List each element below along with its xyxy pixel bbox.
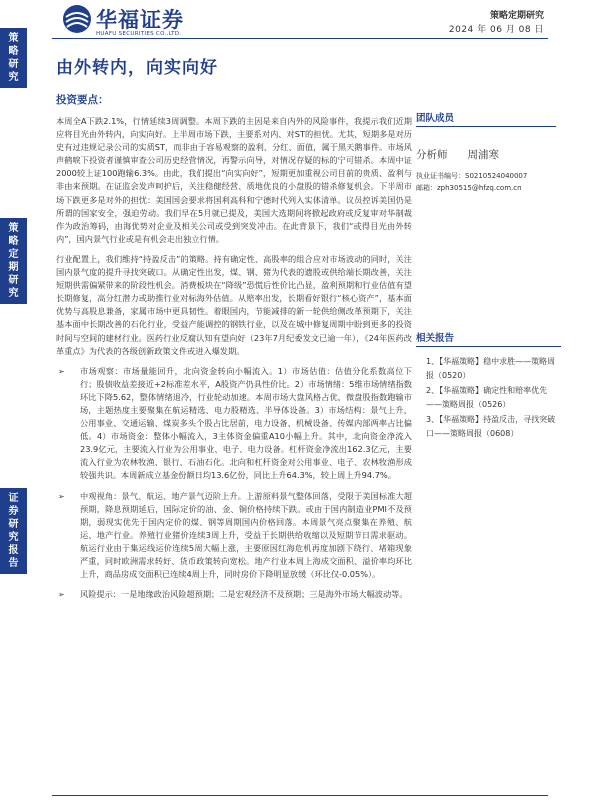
related-report-item[interactable] [416,355,561,383]
analyst-email[interactable]: 邮箱：zph30515@hfzq.com.cn [416,184,522,192]
main-content [50,92,412,608]
bullet-risk-warning [50,588,412,601]
analyst-title: 分析师 [416,149,448,161]
bullet-arrow-icon: ➢ [58,491,65,501]
related-reports-section [416,330,561,442]
bullet-text: 风险提示：一是地缘政治风险超预期；二是宏观经济不及预期；三是海外市场大幅波动等。 [80,589,408,600]
paragraph-text: 行业配置上，我们维持“持盈反击”的策略。持有确定性、高股率的组合应对市场波动的同时，关注国内景气度的提升寻找突破口。从确定性出发，煤、钢、猪为代表的遗股或供给端长期改善，关注短期供需偏紧带来的阶段性机会。消费板块在“降级”恐慌后性价比凸显，盈利预期和行业估值有望长期修复，高分红潜力或助推行业对标海外估值。从赔率出发，长期看好银行“核心资产”，基本面优势与高股息兼备，家属市场中更具韧性。着眼国内，节能减排的新一轮供给侧改革预期下，关注基本面中长期改善的石化行业，受益产能调控的钢铁行业，以及在城中修复周期中盼到更多的投资时间与空间的建材行业。医药行业反腐认知有望向好（23年7月纪委发文已逾一年），《24年医药改革重点》为代表的各级创新政策文件或进入爆发期。 [56,253,412,356]
logo-globe-icon [62,4,92,34]
side-tab-strategy-research [0,28,27,88]
team-heading: 团队成员 [416,110,556,127]
bullet-text: 中观视角：景气、航运、地产景气迈阶上升。上游原料景气整体回落，受限于美国标准大超预期，降息预期延后，国际定价的油、金、铜价格持续下跌。或由于国内制造业PMI不及预期，弱现实优先于国内定价的煤、钢等周期国内价格回落。本周景气亮点聚集在养殖、航运、地产行业。养殖行业猪价连续3周上升，受益于长期供给收缩以及短期节日需求驱动。航运行业由于集运线运价连续5周大幅上涨，主要原因红海危机再度加剧下绕行、堵箱现象严重，同时欧洲需求转好、货币政策转向宽松。地产行业本周上海成交面积、溢价率均环比上升，商品房成交面积已连续4周上升，同时房价下降明显放缓（环比仅-0.05%）。 [80,490,412,580]
side-tab-label: 策略定期研究 [8,223,19,299]
side-tab-label: 证券研究报告 [8,493,19,569]
summary-paragraph-1 [50,115,412,246]
report-type: 策略定期研究 [489,11,544,21]
related-report-text: 3、【华福策略】持盈反击，寻找突破口——策略周报（0608） [426,415,556,438]
side-tab-securities-report [0,488,27,574]
team-section [416,110,556,194]
paragraph-text: 本周全A下跌2.1%，行情延续3周调整。本周下跌的主因是来自内外的风险事件，我提示我们近期应将目光由外转内，向实向好。上半周市场下跌，主要系对内、对ST的担忧。尤其，短期多是对历史有过违规记录公司的实质ST，而非由于容易观察的盈利、分红、面值，属于黑天鹅事件。市场风声鹤唳下投资者谨慎审查公司历史经营情况，再警示向导，对情况存疑的标的宁可错杀。本周中证2000较上证100跑输6.3%。由此，我们提出“向实向好”，短期更加重视公司目前的贵质、盈利与非由来预期。在证监会发声呵护后，关注稳健经营、质地优良的小盘股的错杀修复机会。下半周市场下跌更多是对外的担忧：美国国会要求将国利高科和宁德时代列入实体清单。议员控诉美国仍是所谓的国家安全，强迫劳动。我们早在5月就已提及，美国大选期间将掀起政府或反复审对华制裁作为政治筹码，由海优势对企业及相关公司或受到突发冲击。在此背景下，我们“或得目光由外转内”，国内景气行业或是有机会走出独立行情。 [56,116,412,244]
logo-english-name: HUAFU SECURITIES CO.,LTD. [96,31,182,37]
bullet-arrow-icon: ➢ [58,366,65,376]
report-date: 2024 年 06 月 08 日 [448,25,544,35]
analyst-name: 周浦寒 [467,149,499,161]
header-divider [52,38,548,39]
summary-paragraph-2 [50,253,412,358]
side-tab-label: 策略研究 [8,33,19,83]
side-tab-periodic-research [0,218,27,304]
bullet-meso-view [50,490,412,582]
company-logo [62,4,232,40]
page-title: 由外转内，向实向好 [56,58,218,78]
license-number: 执业证书编号：S0210524040007 [416,172,528,180]
logo-name: 华福证券 [96,7,184,32]
related-report-item[interactable] [416,413,561,441]
bullet-market-observation [50,365,412,483]
analyst-row [416,147,556,162]
key-points-heading: 投资要点： [56,94,109,106]
bullet-text: 市场观察：市场量能回升，北向资金转向小幅流入。1）市场估值：估值分化系数高位下行；股债收益差接近+2标准差水平，A股资产仍具性价比。2）市场情绪：5维市场情绪指数环比下降5.62，整体情绪退冷，行业轮动加速。本周市场大盘风格占优，微盘股指数跑输市场，主题热度主要聚集在航运精选、电力股精选、半导体设备。3）市场结构：景气上升，公用事业、交通运输、煤炭多头个股占比居前，电力设备、机械设备、传媒内部两率占比偏低。4）市场资金：整体小幅流入，3主体资金偏重A10小幅上升。其中，北向资金净流入23.9亿元，主要流入行业为公用事业、电子、电力设备。杠杆资金净流出162.3亿元，主要流入行业为农林牧渔、银行、石油石化。北向和杠杆资金对公用事业、电子、农林牧渔形成较强共识。本周新成立基金份额日均13.6亿份，同比上升64.3%，较上周上升94.7%。 [80,365,412,481]
related-reports-heading: 相关报告 [416,330,561,347]
related-report-text: 2、【华福策略】确定性和赔率优先——策略周报（0526） [426,386,548,409]
related-report-item[interactable] [416,384,561,412]
related-report-text: 1、【华福策略】稳中求胜——策略周报（0520） [426,357,556,380]
footer-divider [52,795,548,796]
bullet-arrow-icon: ➢ [58,590,65,600]
